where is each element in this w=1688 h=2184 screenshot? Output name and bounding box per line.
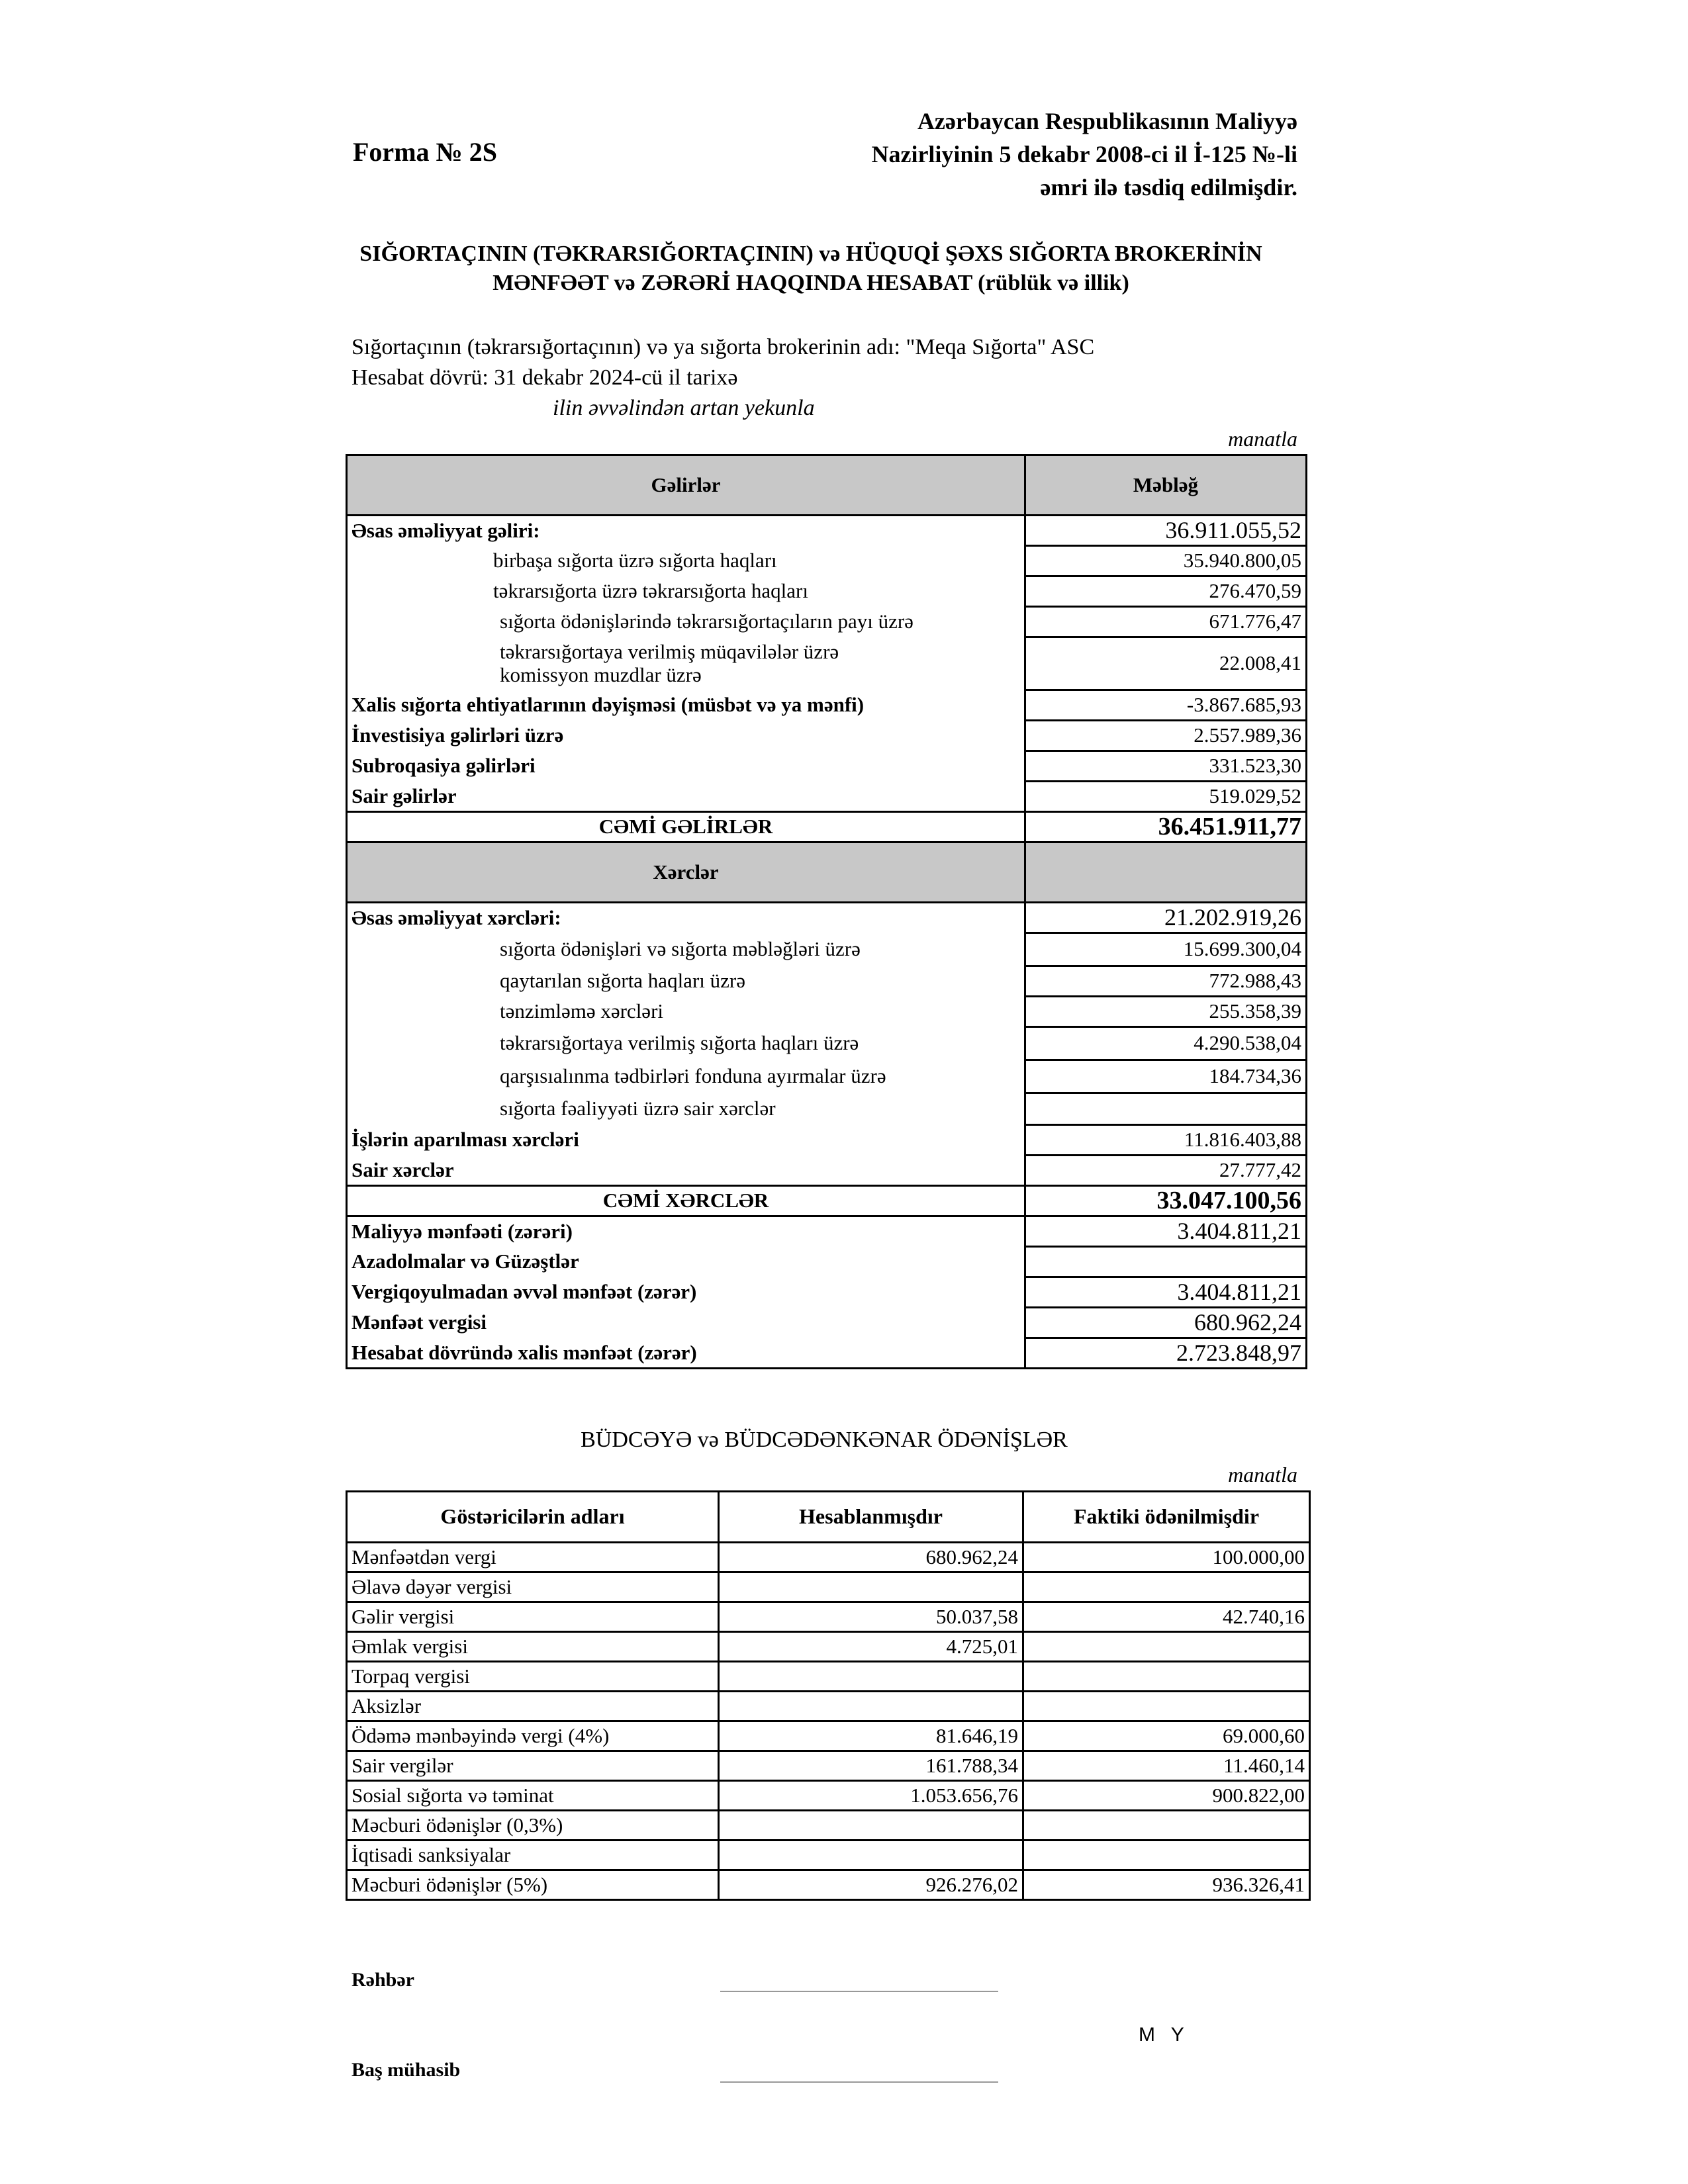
table-row-label: Sair xərclər	[347, 1156, 1025, 1186]
table-row	[347, 1751, 1310, 1781]
total-income-value: 36.451.911,77	[1025, 812, 1307, 842]
table-row-value: 11.816.403,88	[1025, 1125, 1307, 1156]
table-row	[347, 1811, 1310, 1841]
tax-calculated	[719, 1572, 1023, 1602]
tax-paid: 900.822,00	[1023, 1781, 1310, 1811]
total-expenses-value: 33.047.100,56	[1025, 1186, 1307, 1216]
budget-unit-label: manatla	[1228, 1463, 1297, 1486]
table-row-value: -3.867.685,93	[1025, 690, 1307, 721]
table-row-value: 15.699.300,04	[1025, 933, 1307, 966]
table-row-value: 2.557.989,36	[1025, 721, 1307, 751]
table-row-label: Xalis sığorta ehtiyatlarının dəyişməsi (müsbət və ya mənfi)	[347, 690, 1025, 721]
report-period: Hesabat dövrü: 31 dekabr 2024-cü il tarixə	[352, 365, 738, 390]
table-row-value: 519.029,52	[1025, 782, 1307, 812]
form-number: Forma № 2S	[353, 137, 497, 167]
head-signature-label: Rəhbər	[352, 1969, 414, 1991]
tax-paid: 100.000,00	[1023, 1543, 1310, 1572]
head-signature-line	[720, 1991, 998, 1992]
total-expenses-label: CƏMİ XƏRCLƏR	[347, 1186, 1025, 1216]
table-row	[347, 1870, 1310, 1900]
tax-calculated	[719, 1811, 1023, 1841]
tax-calculated	[719, 1692, 1023, 1721]
table-row-label: sığorta ödənişləri və sığorta məbləğləri üzrə	[347, 933, 1025, 966]
table-row-label: qaytarılan sığorta haqları üzrə	[347, 966, 1025, 997]
table-row	[347, 1841, 1310, 1870]
profit-loss-table	[346, 454, 1307, 1369]
table-row-label: Mənfəət vergisi	[347, 1308, 1025, 1338]
table-row	[347, 1721, 1310, 1751]
tax-name: Sair vergilər	[347, 1751, 719, 1781]
tax-name: Əlavə dəyər vergisi	[347, 1572, 719, 1602]
approval-note	[794, 105, 1297, 204]
table-row-label: Maliyyə mənfəəti (zərəri)	[347, 1216, 1025, 1247]
table-row-value: 3.404.811,21	[1025, 1277, 1307, 1308]
accountant-signature-label: Baş mühasib	[352, 2059, 461, 2081]
report-title	[331, 240, 1291, 298]
col-calculated-header: Hesablanmışdır	[719, 1492, 1023, 1543]
table-row-label: Azadolmalar və Güzəştlər	[347, 1247, 1025, 1277]
table-row-label: Subroqasiya gəlirləri	[347, 751, 1025, 782]
table-row-label: təkrarsığortaya verilmiş müqavilələr üzrə komissyon muzdlar üzrə	[347, 637, 1025, 690]
tax-paid	[1023, 1811, 1310, 1841]
tax-paid	[1023, 1841, 1310, 1870]
table-row-label: sığorta ödənişlərində təkrarsığortaçıların payı üzrə	[347, 607, 1025, 637]
approval-line: Azərbaycan Respublikasının Maliyyə	[917, 108, 1297, 134]
table-row	[347, 1692, 1310, 1721]
table-row-value: 3.404.811,21	[1025, 1216, 1307, 1247]
table-row	[347, 1662, 1310, 1692]
insurer-name: Sığortaçının (təkrarsığortaçının) və ya sığorta brokerinin adı: "Meqa Sığorta" ASC	[352, 335, 1095, 359]
table-row-value: 2.723.848,97	[1025, 1338, 1307, 1369]
table-row-value: 255.358,39	[1025, 997, 1307, 1027]
table-row	[347, 1572, 1310, 1602]
tax-name: Gəlir vergisi	[347, 1602, 719, 1632]
tax-calculated: 81.646,19	[719, 1721, 1023, 1751]
table-row-value	[1025, 1247, 1307, 1277]
table-row-value: 35.940.800,05	[1025, 546, 1307, 576]
tax-calculated: 50.037,58	[719, 1602, 1023, 1632]
table-row	[347, 1632, 1310, 1662]
accountant-signature-line	[720, 2081, 998, 2083]
table-row-label: birbaşa sığorta üzrə sığorta haqları	[347, 546, 1025, 576]
col-paid-header: Faktiki ödənilmişdir	[1023, 1492, 1310, 1543]
table-row-value: 4.290.538,04	[1025, 1027, 1307, 1060]
approval-line: əmri ilə təsdiq edilmişdir.	[1040, 174, 1297, 201]
tax-name: Torpaq vergisi	[347, 1662, 719, 1692]
tax-paid: 936.326,41	[1023, 1870, 1310, 1900]
col-name-header: Göstəricilərin adları	[347, 1492, 719, 1543]
table-row-label: sığorta fəaliyyəti üzrə sair xərclər	[347, 1093, 1025, 1125]
table-row	[347, 1781, 1310, 1811]
tax-calculated: 1.053.656,76	[719, 1781, 1023, 1811]
tax-paid	[1023, 1572, 1310, 1602]
table-row-label: İnvestisiya gəlirləri üzrə	[347, 721, 1025, 751]
tax-calculated	[719, 1662, 1023, 1692]
table-row-label: tənzimləmə xərcləri	[347, 997, 1025, 1027]
tax-paid	[1023, 1692, 1310, 1721]
tax-name: İqtisadi sanksiyalar	[347, 1841, 719, 1870]
table-row	[347, 1543, 1310, 1572]
amount-header: Məbləğ	[1025, 455, 1307, 516]
table-row-value: 331.523,30	[1025, 751, 1307, 782]
approval-line: Nazirliyinin 5 dekabr 2008-ci il İ-125 №-li	[871, 141, 1297, 167]
tax-paid	[1023, 1662, 1310, 1692]
table-row-value: 36.911.055,52	[1025, 516, 1307, 546]
table-row-value: 671.776,47	[1025, 607, 1307, 637]
table-row-label: qarşısıalınma tədbirləri fonduna ayırmalar üzrə	[347, 1060, 1025, 1093]
stamp-place: M Y	[1139, 2024, 1190, 2046]
expenses-amount-header	[1025, 842, 1307, 903]
tax-name: Məcburi ödənişlər (0,3%)	[347, 1811, 719, 1841]
table-row-label: Əsas əməliyyat gəliri:	[347, 516, 1025, 546]
income-header: Gəlirlər	[347, 455, 1025, 516]
unit-label: manatla	[1228, 427, 1297, 451]
table-row-value: 21.202.919,26	[1025, 903, 1307, 933]
tax-calculated: 4.725,01	[719, 1632, 1023, 1662]
table-row-value	[1025, 1093, 1307, 1125]
table-row-label: Sair gəlirlər	[347, 782, 1025, 812]
tax-calculated: 680.962,24	[719, 1543, 1023, 1572]
tax-name: Məcburi ödənişlər (5%)	[347, 1870, 719, 1900]
tax-calculated: 926.276,02	[719, 1870, 1023, 1900]
tax-name: Ödəmə mənbəyində vergi (4%)	[347, 1721, 719, 1751]
table-row-value: 276.470,59	[1025, 576, 1307, 607]
table-row-label: İşlərin aparılması xərcləri	[347, 1125, 1025, 1156]
title-line: MƏNFƏƏT və ZƏRƏRİ HAQQINDA HESABAT (rüblük və illik)	[492, 271, 1129, 295]
tax-paid: 69.000,60	[1023, 1721, 1310, 1751]
budget-title: BÜDCƏYƏ və BÜDCƏDƏNKƏNAR ÖDƏNİŞLƏR	[581, 1428, 1068, 1452]
table-row-label: Hesabat dövründə xalis mənfəət (zərər)	[347, 1338, 1025, 1369]
expenses-header: Xərclər	[347, 842, 1025, 903]
table-row-value: 680.962,24	[1025, 1308, 1307, 1338]
table-row-value: 184.734,36	[1025, 1060, 1307, 1093]
cumulative-note: ilin əvvəlindən artan yekunla	[553, 396, 815, 420]
tax-name: Əmlak vergisi	[347, 1632, 719, 1662]
total-income-label: CƏMİ GƏLİRLƏR	[347, 812, 1025, 842]
table-row-label: təkrarsığorta üzrə təkrarsığorta haqları	[347, 576, 1025, 607]
tax-calculated	[719, 1841, 1023, 1870]
budget-payments-table	[346, 1490, 1311, 1901]
table-row-label: təkrarsığortaya verilmiş sığorta haqları üzrə	[347, 1027, 1025, 1060]
table-row-value: 27.777,42	[1025, 1156, 1307, 1186]
table-row	[347, 1602, 1310, 1632]
title-line: SIĞORTAÇININ (TƏKRARSIĞORTAÇININ) və HÜQUQİ ŞƏXS SIĞORTA BROKERİNİN	[359, 242, 1262, 266]
tax-name: Sosial sığorta və təminat	[347, 1781, 719, 1811]
tax-paid: 11.460,14	[1023, 1751, 1310, 1781]
tax-paid	[1023, 1632, 1310, 1662]
table-row-value: 22.008,41	[1025, 637, 1307, 690]
tax-name: Aksizlər	[347, 1692, 719, 1721]
table-row-value: 772.988,43	[1025, 966, 1307, 997]
tax-name: Mənfəətdən vergi	[347, 1543, 719, 1572]
tax-paid: 42.740,16	[1023, 1602, 1310, 1632]
table-row-label: Əsas əməliyyat xərcləri:	[347, 903, 1025, 933]
table-row-label: Vergiqoyulmadan əvvəl mənfəət (zərər)	[347, 1277, 1025, 1308]
tax-calculated: 161.788,34	[719, 1751, 1023, 1781]
